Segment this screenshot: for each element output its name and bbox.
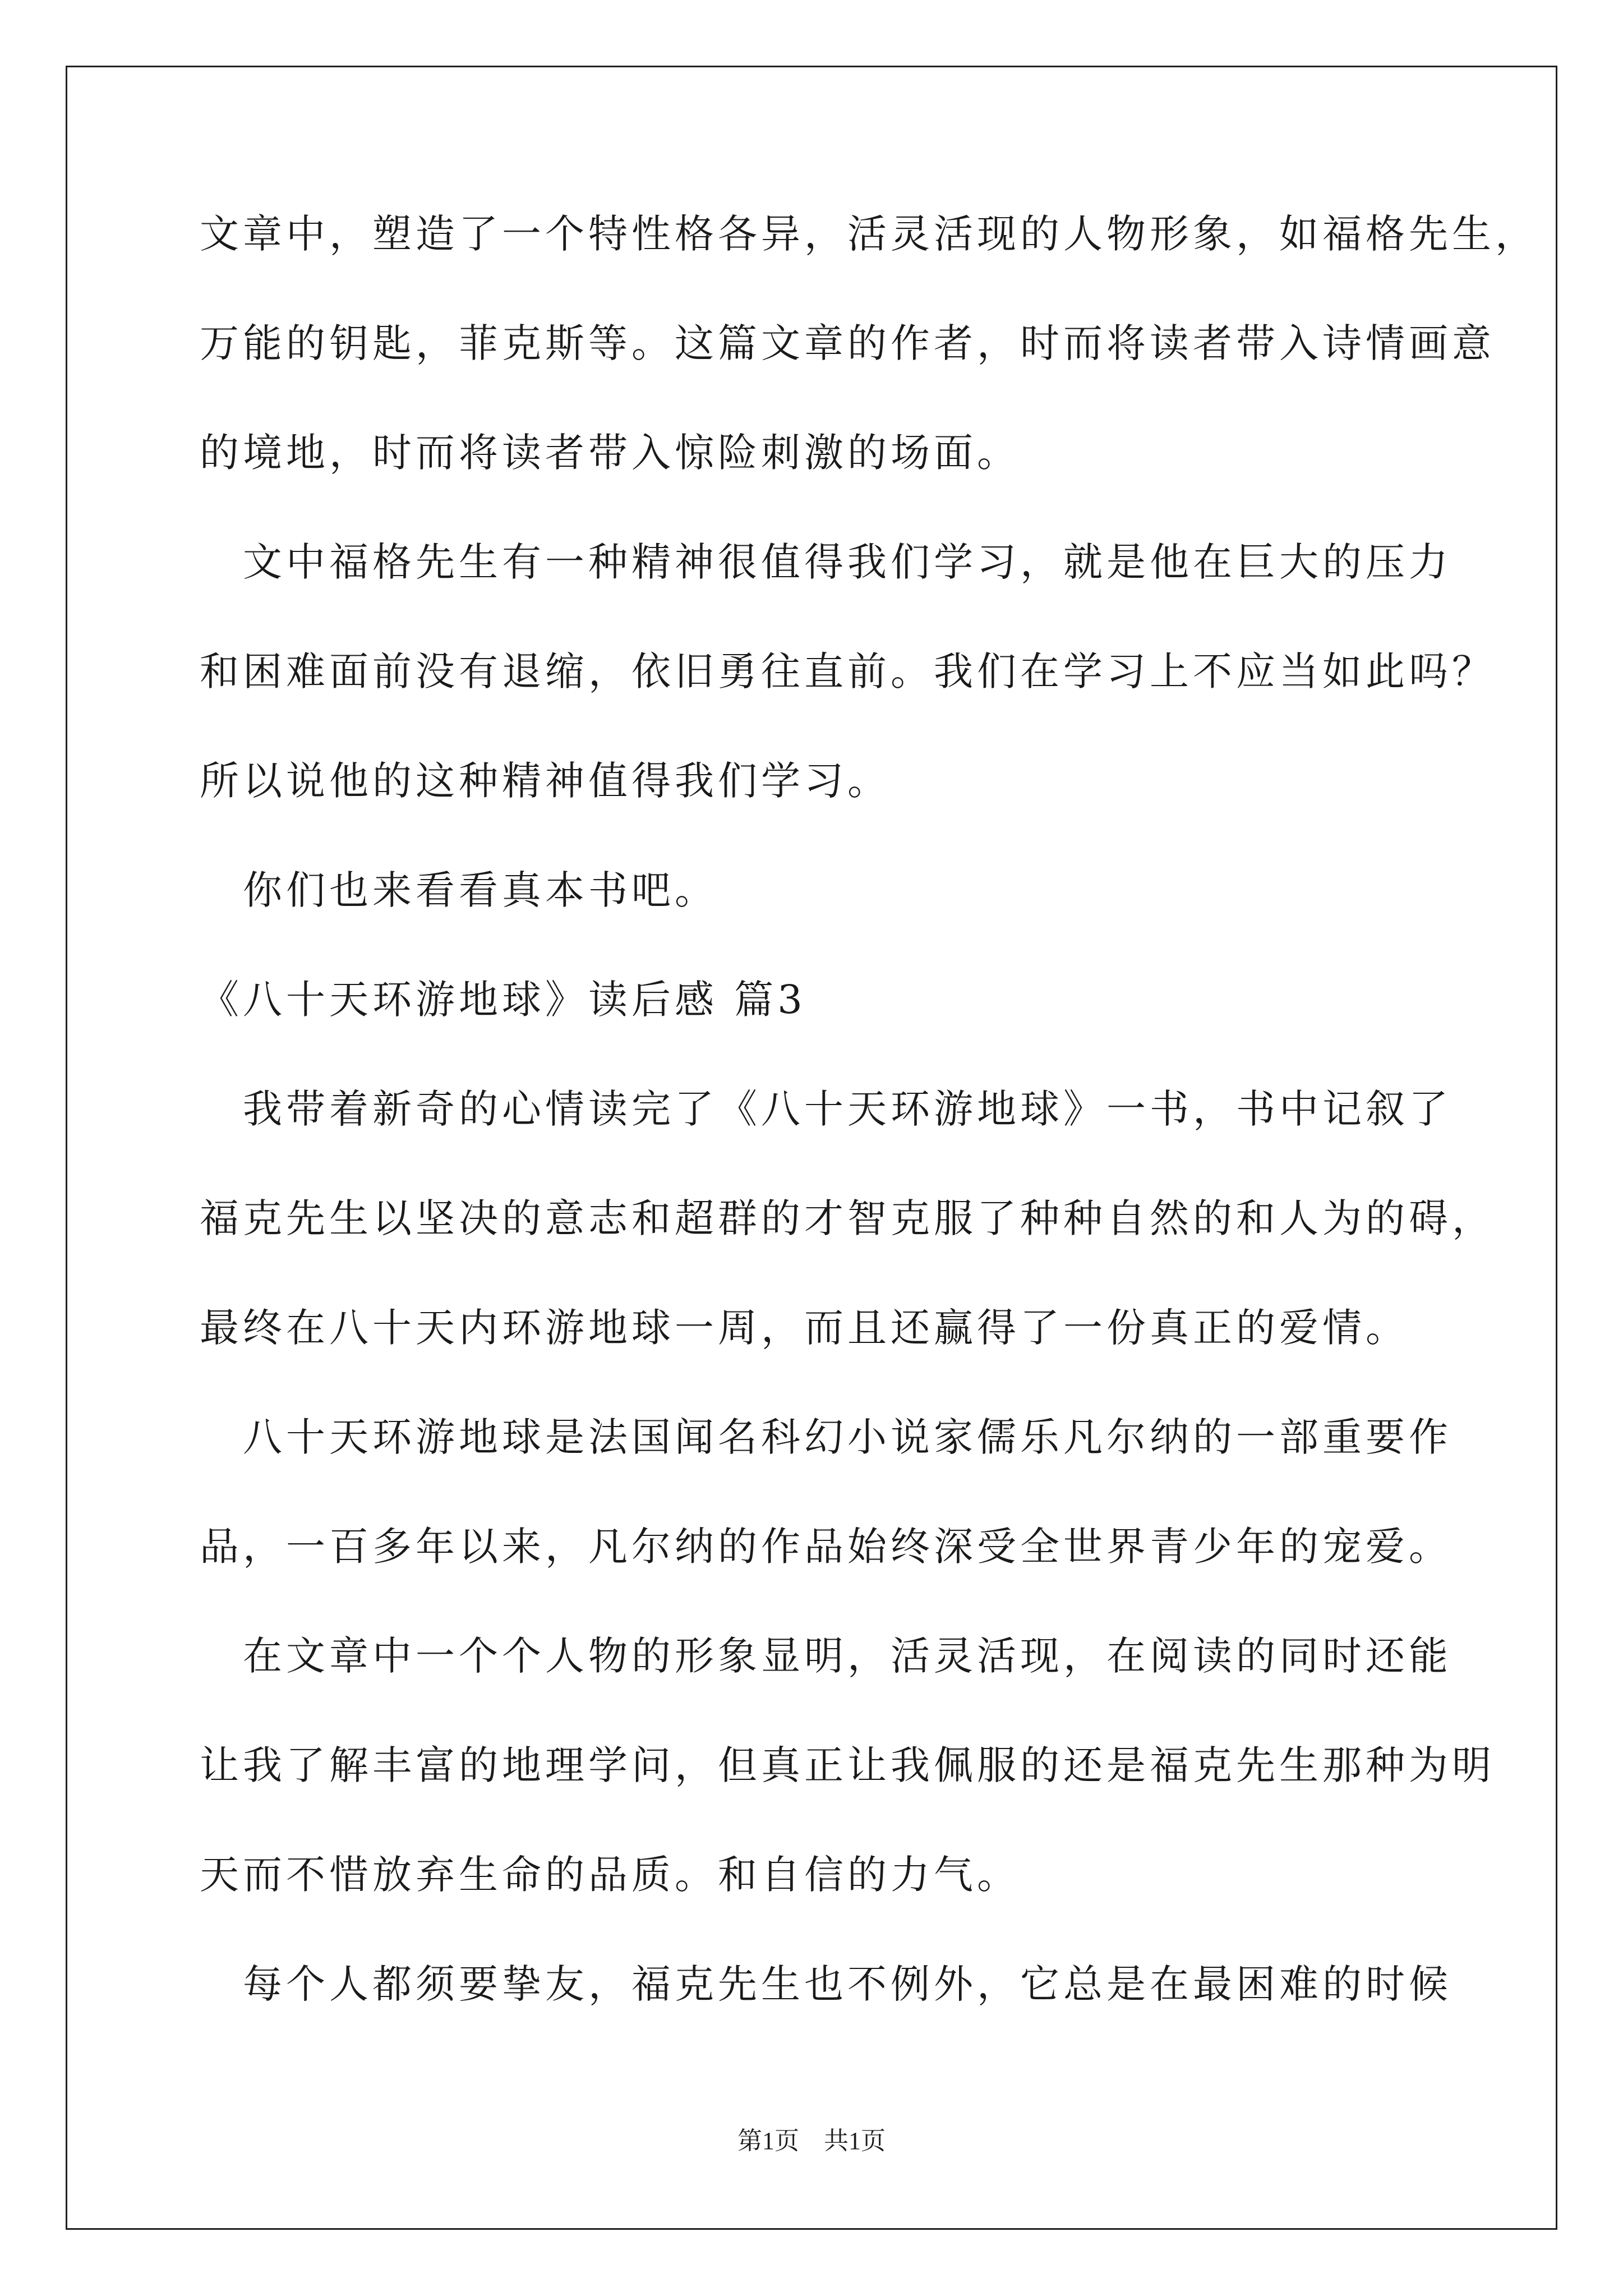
text-line: 的境地，时而将读者带入惊险刺激的场面。 xyxy=(200,430,1020,476)
text-line: 每个人都须要挚友，福克先生也不例外，它总是在最困难的时候 xyxy=(200,1961,1452,2007)
text-line: 文章中，塑造了一个特性格各异，活灵活现的人物形象，如福格先生， xyxy=(200,211,1538,257)
text-line: 和困难面前没有退缩，依旧勇往直前。我们在学习上不应当如此吗？ xyxy=(200,648,1495,694)
text-line: 万能的钥匙，菲克斯等。这篇文章的作者，时而将读者带入诗情画意 xyxy=(200,320,1495,366)
page-border xyxy=(66,66,1557,2230)
text-line: 八十天环游地球是法国闻名科幻小说家儒乐凡尔纳的一部重要作 xyxy=(200,1414,1452,1460)
text-line: 品，一百多年以来，凡尔纳的作品始终深受全世界青少年的宠爱。 xyxy=(200,1524,1452,1570)
text-line: 让我了解丰富的地理学问，但真正让我佩服的还是福克先生那种为明 xyxy=(200,1742,1495,1788)
text-line: 你们也来看看真本书吧。 xyxy=(200,867,718,913)
text-line: 我带着新奇的心情读完了《八十天环游地球》一书，书中记叙了 xyxy=(200,1086,1452,1132)
text-line: 福克先生以坚决的意志和超群的才智克服了种种自然的和人为的碍， xyxy=(200,1195,1495,1241)
text-line: 文中福格先生有一种精神很值得我们学习，就是他在巨大的压力 xyxy=(200,539,1452,585)
page-number: 第1页 共1页 xyxy=(737,2127,886,2155)
text-line: 所以说他的这种精神值得我们学习。 xyxy=(200,758,891,804)
section-heading: 《八十天环游地球》读后感 篇3 xyxy=(200,977,806,1023)
text-line: 在文章中一个个人物的形象显明，活灵活现，在阅读的同时还能 xyxy=(200,1633,1452,1679)
text-line: 天而不惜放弃生命的品质。和自信的力气。 xyxy=(200,1852,1020,1898)
text-line: 最终在八十天内环游地球一周，而且还赢得了一份真正的爱情。 xyxy=(200,1305,1409,1351)
